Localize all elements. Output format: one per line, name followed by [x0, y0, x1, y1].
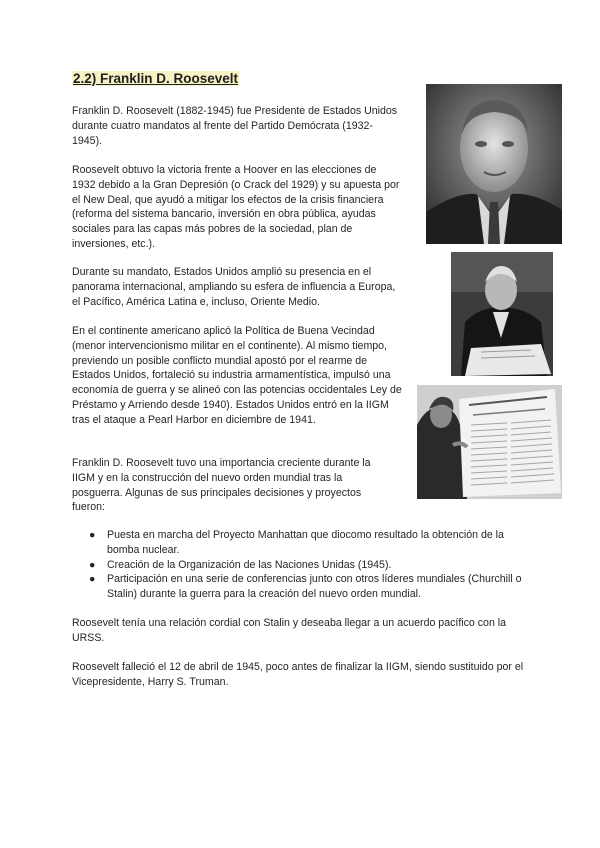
- paragraph-iigm: Franklin D. Roosevelt tuvo una importancia creciente durante la IIGM y en la construcción del nuevo orden mundial tras la posguerra. Algunas de sus principales decisiones y proyectos fueron:: [72, 457, 371, 514]
- paragraph-international: Durante su mandato, Estados Unidos amplió su presencia en el panorama internacional, ampliando su esfera de influencia a Europa, el Pacífico, América Latina e, incluso, Oriente Medio.: [72, 266, 396, 308]
- section-title: 2.2) Franklin D. Roosevelt: [73, 71, 239, 86]
- decisions-list: [72, 528, 532, 602]
- list-item: ● Puesta en marcha del Proyecto Manhattan que diocomo resultado la obtención de la bomba nuclear.: [89, 529, 504, 556]
- bullet-icon: ●: [89, 573, 96, 586]
- paragraph-buena-vecindad: En el continente americano aplicó la Política de Buena Vecindad (menor intervencionismo militar en el continente). Al mismo tiempo, previendo un posible conflicto mundial apostó por el rearme de Estados Unidos, fortaleció su industria armamentística, impulsó una economía de guerra y se alineó con las potencias occidentales Ley de Préstamo y Arriendo desde 1940). Estados Unidos entró en la IIGM tras el ataque a Pearl Harbor en diciembre de 1941.: [72, 325, 402, 426]
- paragraph-intro: Franklin D. Roosevelt (1882-1945) fue Presidente de Estados Unidos durante cuatro mandatos al frente del Partido Demócrata (1932-1945).: [72, 105, 398, 147]
- declaration-photo: [417, 385, 562, 499]
- list-item: ● Participación en una serie de conferencias junto con otros líderes mundiales (Churchill o Stalin) durante la guerra para la creación del nuevo orden mundial.: [89, 573, 522, 601]
- paragraph-death: Roosevelt falleció el 12 de abril de 1945, poco antes de finalizar la IIGM, siendo sustituido por el Vicepresidente, Harry S. Truman.: [72, 661, 524, 688]
- list-item: ● Creación de la Organización de las Naciones Unidas (1945).: [89, 558, 392, 571]
- paragraph-stalin: Roosevelt tenía una relación cordial con Stalin y deseaba llegar a un acuerdo pacífico con la URSS.: [72, 617, 507, 644]
- paragraph-new-deal: Roosevelt obtuvo la victoria frente a Hoover en las elecciones de 1932 debido a la Gran Depresión (o Crack del 1929) y su apuesta por el New Deal, que ayudó a mitigar los efectos de la crisis financiera (reforma del sistema bancario, inversión en obra pública, ayudas sociales para las capas más pobres de la sociedad, plan de inversiones, etc.).: [72, 164, 400, 250]
- signing-photo: [451, 252, 553, 376]
- bullet-icon: ●: [89, 529, 96, 541]
- bullet-icon: ●: [89, 558, 96, 571]
- portrait-photo: [426, 84, 562, 244]
